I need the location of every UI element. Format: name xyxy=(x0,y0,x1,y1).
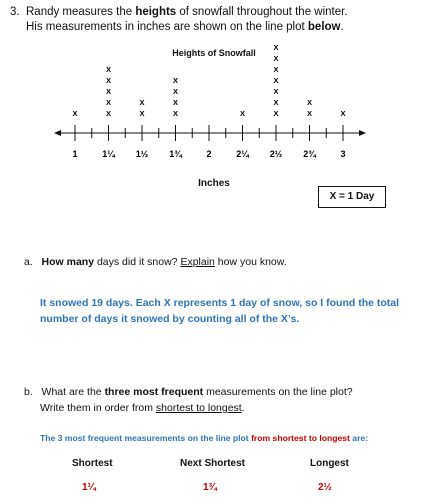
answer-longest: 2½ xyxy=(318,482,332,493)
question-number: 3. xyxy=(10,6,20,18)
plot-x-mark: X xyxy=(273,98,279,107)
tick-label: 2¼ xyxy=(236,149,249,159)
plot-x-mark: X xyxy=(273,43,279,52)
plot-x-mark: X xyxy=(172,109,179,118)
column-heading-shortest: Shortest xyxy=(72,458,113,469)
tick-label: 1½ xyxy=(135,149,149,159)
plot-x-mark: X xyxy=(139,98,145,107)
plot-title: Heights of Snowfall xyxy=(172,48,256,58)
answer-line-1: It snowed 19 days. Each X represents 1 day of snow, so I found the total xyxy=(40,297,400,309)
tick-label: 1¾ xyxy=(169,149,182,159)
plot-x-mark: X xyxy=(239,109,246,118)
plot-x-mark: X xyxy=(273,109,279,118)
plot-x-mark: X xyxy=(105,76,112,85)
answer-line-2: number of days it snowed by counting all of the X’s. xyxy=(40,313,300,325)
frequency-statement: The 3 most frequent measurements on the line plot from shortest to longest are: xyxy=(40,433,369,443)
tick-label: 2½ xyxy=(269,149,283,159)
plot-x-mark: X xyxy=(340,109,346,118)
column-heading-next-shortest: Next Shortest xyxy=(180,458,246,469)
plot-x-mark: X xyxy=(273,87,279,96)
tick-label: 2 xyxy=(206,149,212,159)
plot-x-mark: X xyxy=(105,65,112,74)
plot-key: X = 1 Day xyxy=(318,186,386,208)
plot-x-mark: X xyxy=(273,54,279,63)
tick-label: 2¾ xyxy=(303,149,316,159)
plot-x-mark: X xyxy=(105,98,112,107)
tick-label: 3 xyxy=(340,149,346,159)
answer-shortest: 1¼ xyxy=(82,482,96,493)
plot-x-mark: X xyxy=(273,65,279,74)
tick-label: 1 xyxy=(72,149,78,159)
axis-arrow-left xyxy=(54,130,61,136)
part-b-question-line-1: b. What are the three most frequent measurements on the line plot? xyxy=(24,386,353,398)
x-axis-label: Inches xyxy=(198,178,230,189)
plot-x-mark: X xyxy=(72,109,78,118)
column-heading-longest: Longest xyxy=(310,458,349,469)
answer-next-shortest: 1¾ xyxy=(203,482,217,493)
plot-x-mark: X xyxy=(172,76,179,85)
question-3-line-1: Randy measures the heights of snowfall throughout the winter. xyxy=(26,6,348,18)
part-a-question: a. How many days did it snow? Explain how you know. xyxy=(24,256,287,268)
tick-label: 1¼ xyxy=(102,149,115,159)
plot-x-mark: X xyxy=(105,87,112,96)
plot-x-mark: X xyxy=(306,109,313,118)
question-3-line-2: His measurements in inches are shown on the line plot below. xyxy=(26,21,344,33)
part-a-answer xyxy=(40,295,420,327)
plot-x-mark: X xyxy=(273,76,279,85)
plot-x-mark: X xyxy=(306,98,313,107)
part-b-question-line-2: Write them in order from shortest to longest. xyxy=(40,402,245,414)
plot-x-mark: X xyxy=(105,109,112,118)
plot-x-mark: X xyxy=(172,98,179,107)
plot-x-mark: X xyxy=(172,87,179,96)
plot-x-mark: X xyxy=(139,109,145,118)
axis-arrow-right xyxy=(359,130,366,136)
